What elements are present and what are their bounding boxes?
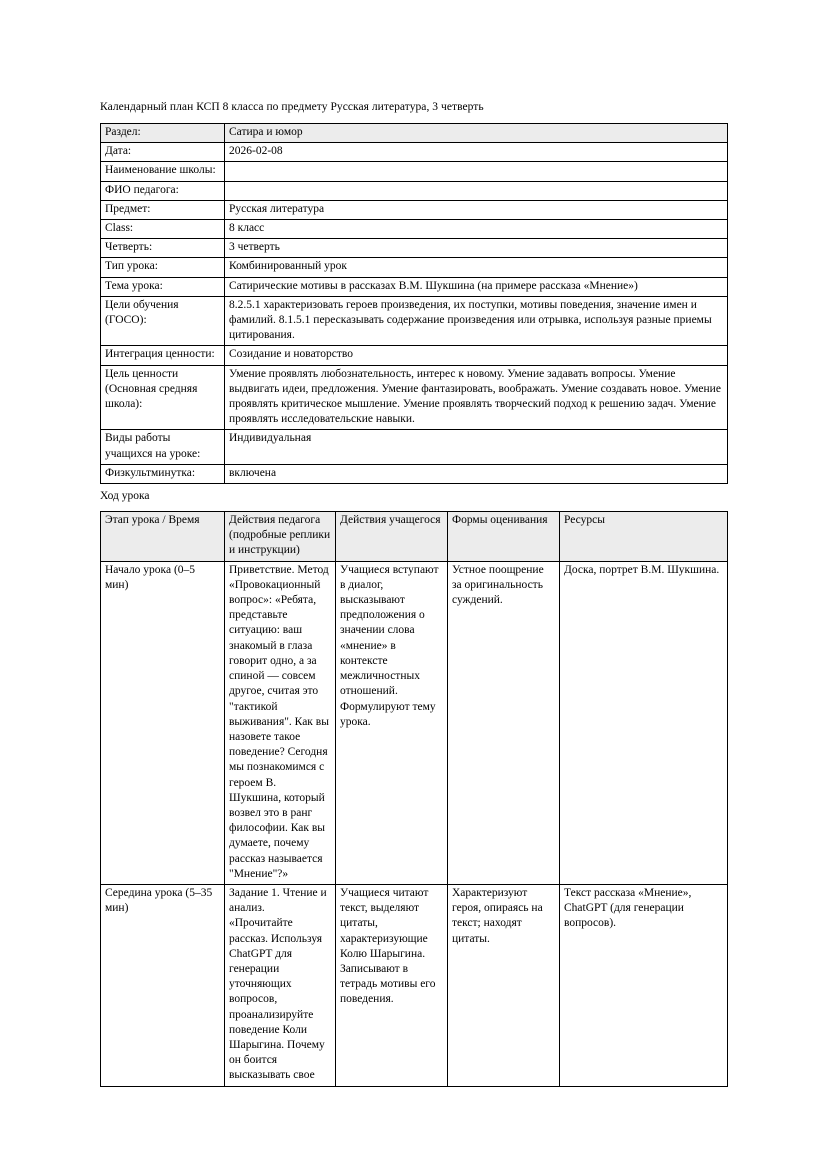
resources-cell: Текст рассказа «Мнение», ChatGPT (для генерации вопросов). <box>560 884 728 1086</box>
info-row-value: 8.2.5.1 характеризовать героев произведения, их поступки, мотивы поведения, значение имен и фамилий. 8.1.5.1 пересказывать содержание произведения или отрывка, используя разные приемы цитирования. <box>225 296 728 346</box>
lesson-flow-heading: Ход урока <box>100 490 150 503</box>
lesson-info-table <box>100 123 728 484</box>
table-row <box>101 277 728 296</box>
column-header-4: Ресурсы <box>560 512 728 562</box>
table-row <box>101 346 728 365</box>
teacher-actions-cell: Приветствие. Метод «Провокационный вопрос»: «Ребята, представьте ситуацию: ваш знакомый в глаза говорит одно, а за спиной — совсем другое, считая это "тактикой выживания". Как вы назовете такое поведение? Сегодня мы познакомимся с героем В. Шукшина, который возвел это в ранг философии. Как вы думаете, почему рассказ называется "Мнение"?» <box>225 561 336 884</box>
info-row-value: Индивидуальная <box>225 430 728 464</box>
table-row <box>101 181 728 200</box>
info-row-label: Дата: <box>101 143 225 162</box>
info-row-value: 2026-02-08 <box>225 143 728 162</box>
table-row <box>101 220 728 239</box>
table-row <box>101 258 728 277</box>
info-row-value <box>225 162 728 181</box>
info-row-label: ФИО педагога: <box>101 181 225 200</box>
info-row-label: Интеграция ценности: <box>101 346 225 365</box>
info-row-value: Сатирические мотивы в рассказах В.М. Шукшина (на примере рассказа «Мнение») <box>225 277 728 296</box>
assessment-cell: Устное поощрение за оригинальность суждений. <box>448 561 560 884</box>
table-row <box>101 561 728 884</box>
info-row-value: Сатира и юмор <box>225 124 728 143</box>
teacher-actions-cell: Задание 1. Чтение и анализ. «Прочитайте рассказ. Используя ChatGPT для генерации уточняющих вопросов, проанализируйте поведение Коли Шарыгина. Почему он боится высказывать свое <box>225 884 336 1086</box>
info-row-value <box>225 181 728 200</box>
info-row-label: Предмет: <box>101 200 225 219</box>
info-row-label: Цель ценности (Основная средняя школа): <box>101 365 225 430</box>
student-actions-cell: Учащиеся вступают в диалог, высказывают предположения о значении слова «мнение» в контексте межличностных отношений. Формулируют тему урока. <box>336 561 448 884</box>
lesson-flow-body <box>101 561 728 1086</box>
table-row <box>101 296 728 346</box>
stage-cell: Середина урока (5–35 мин) <box>101 884 225 1086</box>
table-row <box>101 884 728 1086</box>
info-row-value: включена <box>225 464 728 483</box>
info-row-label: Тип урока: <box>101 258 225 277</box>
info-row-label: Физкультминутка: <box>101 464 225 483</box>
info-row-label: Четверть: <box>101 239 225 258</box>
lesson-info-body <box>101 124 728 484</box>
column-header-1: Действия педагога (подробные реплики и инструкции) <box>225 512 336 562</box>
info-row-label: Виды работы учащихся на уроке: <box>101 430 225 464</box>
info-row-label: Цели обучения (ГОСО): <box>101 296 225 346</box>
page-title: Календарный план КСП 8 класса по предмету Русская литература, 3 четверть <box>100 101 484 113</box>
info-row-value: 8 класс <box>225 220 728 239</box>
column-header-2: Действия учащегося <box>336 512 448 562</box>
column-header-3: Формы оценивания <box>448 512 560 562</box>
table-row <box>101 430 728 464</box>
info-row-label: Тема урока: <box>101 277 225 296</box>
stage-cell: Начало урока (0–5 мин) <box>101 561 225 884</box>
table-row <box>101 239 728 258</box>
info-row-label: Раздел: <box>101 124 225 143</box>
lesson-flow-header <box>101 512 728 562</box>
resources-cell: Доска, портрет В.М. Шукшина. <box>560 561 728 884</box>
column-header-0: Этап урока / Время <box>101 512 225 562</box>
info-row-label: Class: <box>101 220 225 239</box>
info-row-value: Русская литература <box>225 200 728 219</box>
table-row <box>101 162 728 181</box>
table-header-row <box>101 512 728 562</box>
student-actions-cell: Учащиеся читают текст, выделяют цитаты, характеризующие Колю Шарыгина. Записывают в тетрадь мотивы его поведения. <box>336 884 448 1086</box>
table-row <box>101 200 728 219</box>
assessment-cell: Характеризуют героя, опираясь на текст; находят цитаты. <box>448 884 560 1086</box>
info-row-label: Наименование школы: <box>101 162 225 181</box>
table-row <box>101 143 728 162</box>
table-row <box>101 365 728 430</box>
table-row <box>101 464 728 483</box>
table-row <box>101 124 728 143</box>
lesson-flow-table <box>100 511 728 1087</box>
info-row-value: Созидание и новаторство <box>225 346 728 365</box>
info-row-value: Комбинированный урок <box>225 258 728 277</box>
info-row-value: Умение проявлять любознательность, интерес к новому. Умение задавать вопросы. Умение выдвигать идеи, предложения. Умение фантазировать, воображать. Умение создавать новое. Умение проявлять критическое мышление. Умение проявлять творческий подход к решению задач. Умение проявлять исследовательские навыки. <box>225 365 728 430</box>
info-row-value: 3 четверть <box>225 239 728 258</box>
